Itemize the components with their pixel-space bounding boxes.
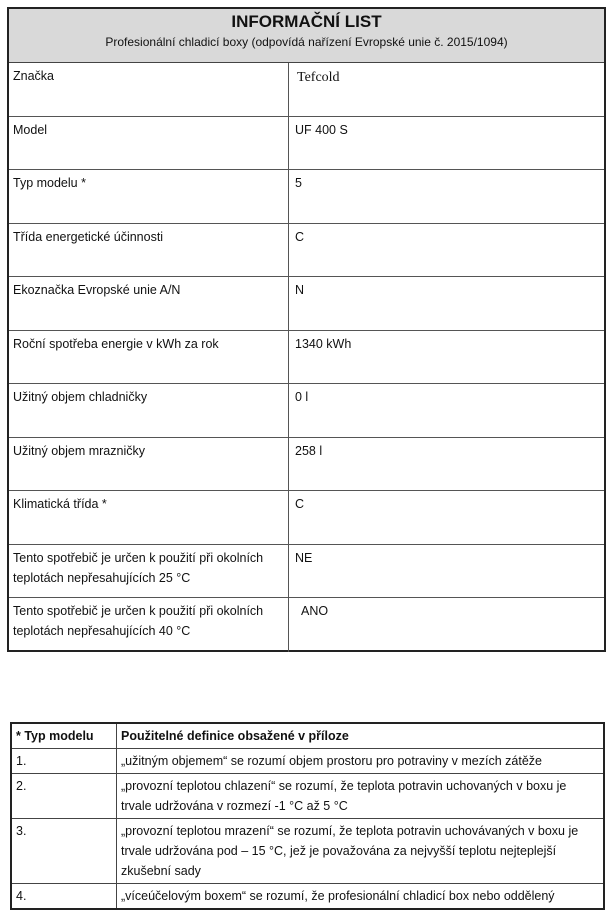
row-model <box>9 117 604 171</box>
row-label: Klimatická třída * <box>9 491 289 544</box>
table-row <box>11 749 604 774</box>
sheet-rows <box>9 63 604 652</box>
table-row <box>11 884 604 910</box>
definitions-header-text: Použitelné definice obsažené v příloze <box>117 723 605 749</box>
row-value: C <box>295 497 305 511</box>
row-label: Ekoznačka Evropské unie A/N <box>9 277 289 330</box>
definitions-header-row <box>11 723 604 749</box>
row-label: Značka <box>9 63 289 116</box>
table-row <box>11 819 604 884</box>
definition-text: „provozní teplotou mrazení“ se rozumí, že teplota potravin uchovávaných v boxu je trvale udržována pod – 15 °C, jež je považována za nejvyšší teplotu nejteplejší zkušební sady <box>117 819 605 884</box>
definition-text: „provozní teplotou chlazení“ se rozumí, že teplota potravin uchovaných v boxu je trvale udržována v rozmezí -1 °C až 5 °C <box>117 774 605 819</box>
row-label: Tento spotřebič je určen k použití při okolních teplotách nepřesahujících 25 °C <box>9 545 289 598</box>
row-value: 5 <box>295 176 302 190</box>
row-ambient-25 <box>9 545 604 599</box>
row-label: Tento spotřebič je určen k použití při okolních teplotách nepřesahujících 40 °C <box>9 598 289 652</box>
row-value: 0 l <box>295 390 309 404</box>
row-value: ANO <box>301 604 329 618</box>
definitions-header-type: * Typ modelu <box>11 723 117 749</box>
row-ambient-40 <box>9 598 604 652</box>
row-brand <box>9 63 604 117</box>
information-sheet <box>7 7 606 652</box>
row-energy-class <box>9 224 604 278</box>
sheet-title: INFORMAČNÍ LIST <box>231 12 382 31</box>
row-label: Užitný objem chladničky <box>9 384 289 437</box>
sheet-subtitle: Profesionální chladicí boxy (odpovídá nařízení Evropské unie č. 2015/1094) <box>105 35 508 49</box>
row-value: C <box>295 229 305 244</box>
row-fridge-volume <box>9 384 604 438</box>
sheet-header <box>9 9 604 63</box>
definition-number: 3. <box>11 819 117 884</box>
definition-number: 4. <box>11 884 117 910</box>
row-label: Roční spotřeba energie v kWh za rok <box>9 331 289 384</box>
definition-text: „víceúčelovým boxem“ se rozumí, že profesionální chladicí box nebo oddělený <box>117 884 605 910</box>
definitions-table <box>10 722 605 910</box>
row-label: Model <box>9 117 289 170</box>
table-row <box>11 774 604 819</box>
definition-number: 1. <box>11 749 117 774</box>
row-climate-class <box>9 491 604 545</box>
row-annual-consumption <box>9 331 604 385</box>
row-label: Užitný objem mrazničky <box>9 438 289 491</box>
row-ecolabel <box>9 277 604 331</box>
row-freezer-volume <box>9 438 604 492</box>
row-value: N <box>295 283 305 297</box>
definition-text: „užitným objemem“ se rozumí objem prostoru pro potraviny v mezích zátěže <box>117 749 605 774</box>
row-label: Typ modelu * <box>9 170 289 223</box>
definition-number: 2. <box>11 774 117 819</box>
row-value: 258 l <box>295 443 323 458</box>
row-value: 1340 kWh <box>295 336 352 351</box>
row-label: Třída energetické účinnosti <box>9 224 289 277</box>
row-value: Tefcold <box>297 70 340 85</box>
row-model-type <box>9 170 604 224</box>
row-value: UF 400 S <box>295 122 348 137</box>
row-value: NE <box>295 550 313 565</box>
